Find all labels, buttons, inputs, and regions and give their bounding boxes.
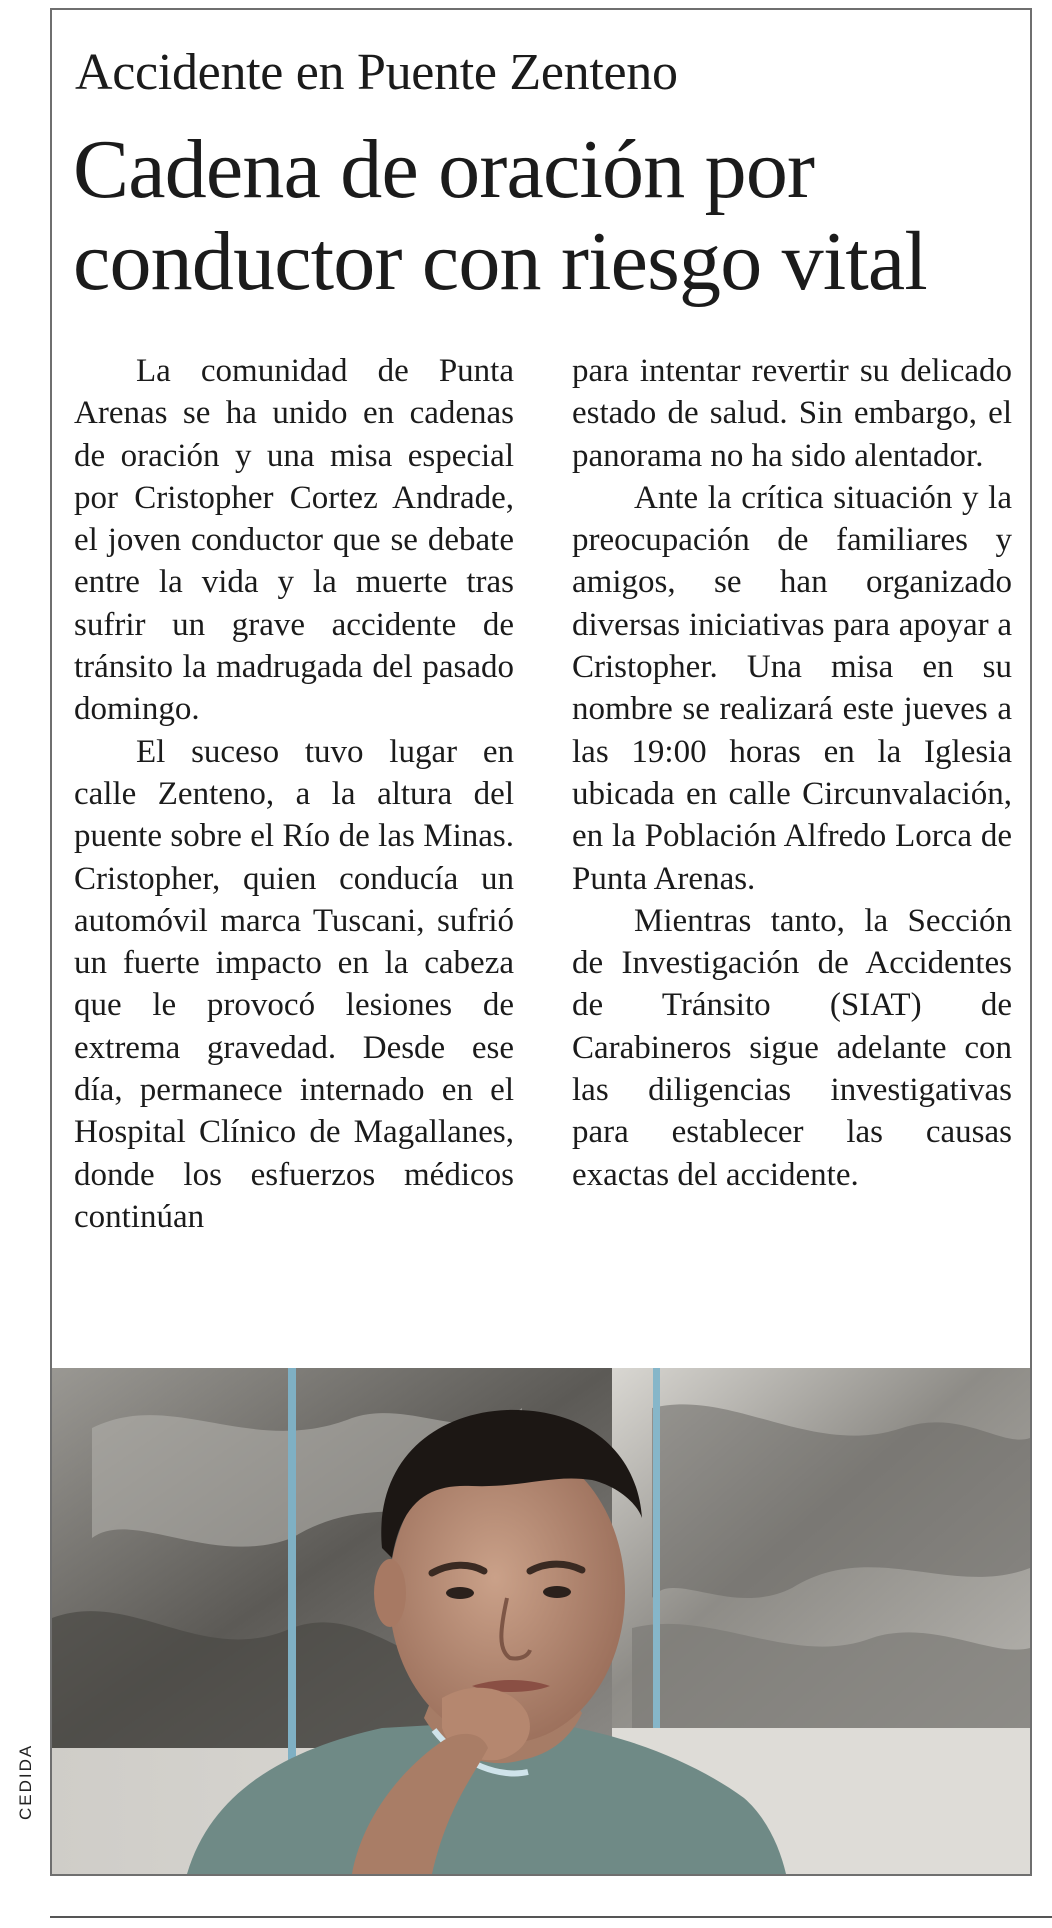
paragraph: Ante la crítica situación y la preocupación de familiares y amigos, se han organizado diversas iniciativas para apoyar a Cristopher. Una misa en su nombre se realizará este jueves a las 19:00 horas en la Iglesia ubicada en calle Circunvalación, en la Población Alfredo Lorca de Punta Arenas. bbox=[572, 479, 1012, 897]
paragraph-continued: para intentar revertir su delicado estado de salud. Sin embargo, el panorama no ha sido alentador. bbox=[572, 353, 1012, 474]
paragraph: La comunidad de Punta Arenas se ha unido en cadenas de oración y una misa especial por Cristopher Cortez Andrade, el joven conductor que se debate entre la vida y la muerte tras sufrir un grave accidente de tránsito la madrugada del pasado domingo. bbox=[74, 353, 514, 728]
article-headline bbox=[73, 124, 1023, 308]
article-kicker: Accidente en Puente Zenteno bbox=[75, 44, 678, 101]
body-column-left bbox=[74, 350, 514, 1238]
paragraph: Mientras tanto, la Sección de Investigación de Accidentes de Tránsito (SIAT) de Carabineros sigue adelante con las diligencias investigativas para establecer las causas exactas del accidente. bbox=[572, 902, 1012, 1193]
photo-credit: CEDIDA bbox=[16, 1743, 35, 1820]
headline-line-2: conductor con riesgo vital bbox=[73, 215, 927, 308]
paragraph: El suceso tuvo lugar en calle Zenteno, a la altura del puente sobre el Río de las Minas. Cristopher, quien conducía un automóvil marca Tuscani, sufrió un fuerte impacto en la cabeza que le provocó lesiones de extrema gravedad. Desde ese día, permanece internado en el Hospital Clínico de Magallanes, donde los esfuerzos médicos continúan bbox=[74, 733, 514, 1235]
body-column-right bbox=[572, 350, 1012, 1196]
bottom-rule bbox=[50, 1916, 1052, 1918]
portrait-illustration bbox=[52, 1368, 1030, 1874]
article-photo bbox=[52, 1368, 1030, 1874]
headline-line-1: Cadena de oración por bbox=[73, 123, 815, 216]
